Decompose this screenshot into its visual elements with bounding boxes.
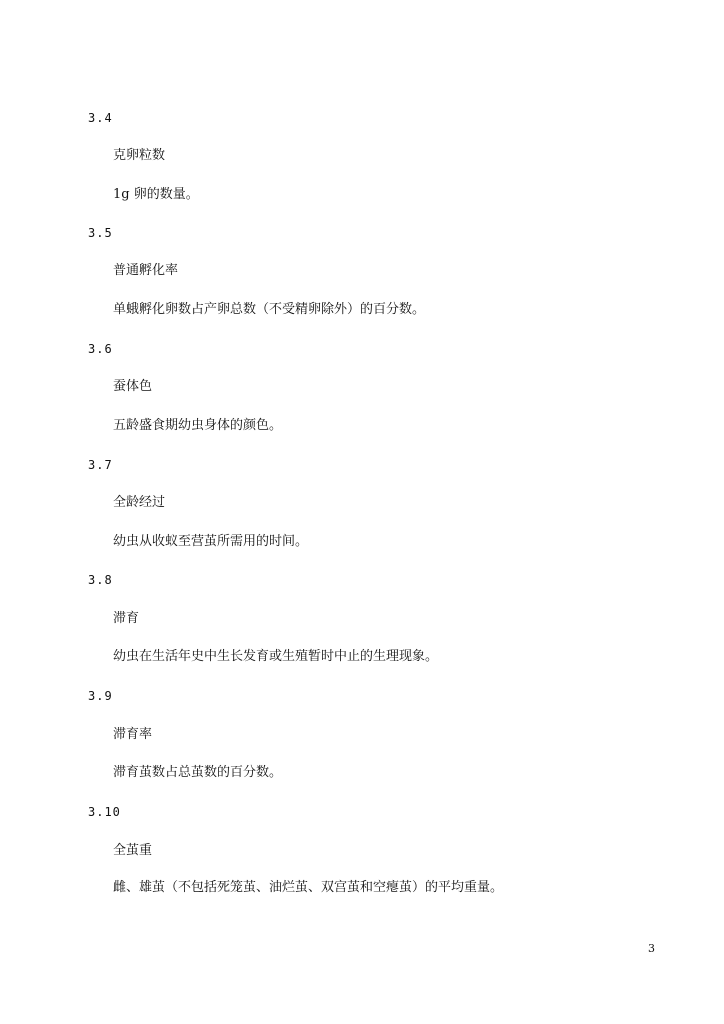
entry-number: 3.9	[88, 689, 113, 703]
page-number: 3	[648, 942, 655, 955]
entry-term: 滞育	[113, 611, 140, 626]
entry-term: 普通孵化率	[113, 263, 179, 278]
entry-definition: 单蛾孵化卵数占产卵总数（不受精卵除外）的百分数。	[113, 302, 426, 317]
entry-term: 滞育率	[113, 727, 153, 742]
entry-definition: 五龄盛食期幼虫身体的颜色。	[113, 418, 283, 433]
entry-number: 3.7	[88, 458, 113, 472]
entry-definition: 幼虫从收蚁至营茧所需用的时间。	[113, 534, 309, 549]
entry-number: 3.8	[88, 573, 113, 587]
entry-definition: 1g 卵的数量。	[113, 187, 199, 202]
entry-number: 3.6	[88, 342, 113, 356]
entry-term: 蚕体色	[113, 379, 153, 394]
entry-number: 3.5	[88, 226, 113, 240]
entry-term: 克卵粒数	[113, 148, 166, 163]
entry-definition: 滞育茧数占总茧数的百分数。	[113, 765, 283, 780]
entry-definition: 幼虫在生活年史中生长发育或生殖暂时中止的生理现象。	[113, 649, 439, 664]
entry-term: 全茧重	[113, 843, 153, 858]
entry-number: 3.4	[88, 111, 113, 125]
entry-term: 全龄经过	[113, 495, 166, 510]
entry-number: 3.10	[88, 805, 121, 819]
entry-definition: 雌、雄茧（不包括死笼茧、油烂茧、双宫茧和空瘪茧）的平均重量。	[113, 880, 504, 895]
